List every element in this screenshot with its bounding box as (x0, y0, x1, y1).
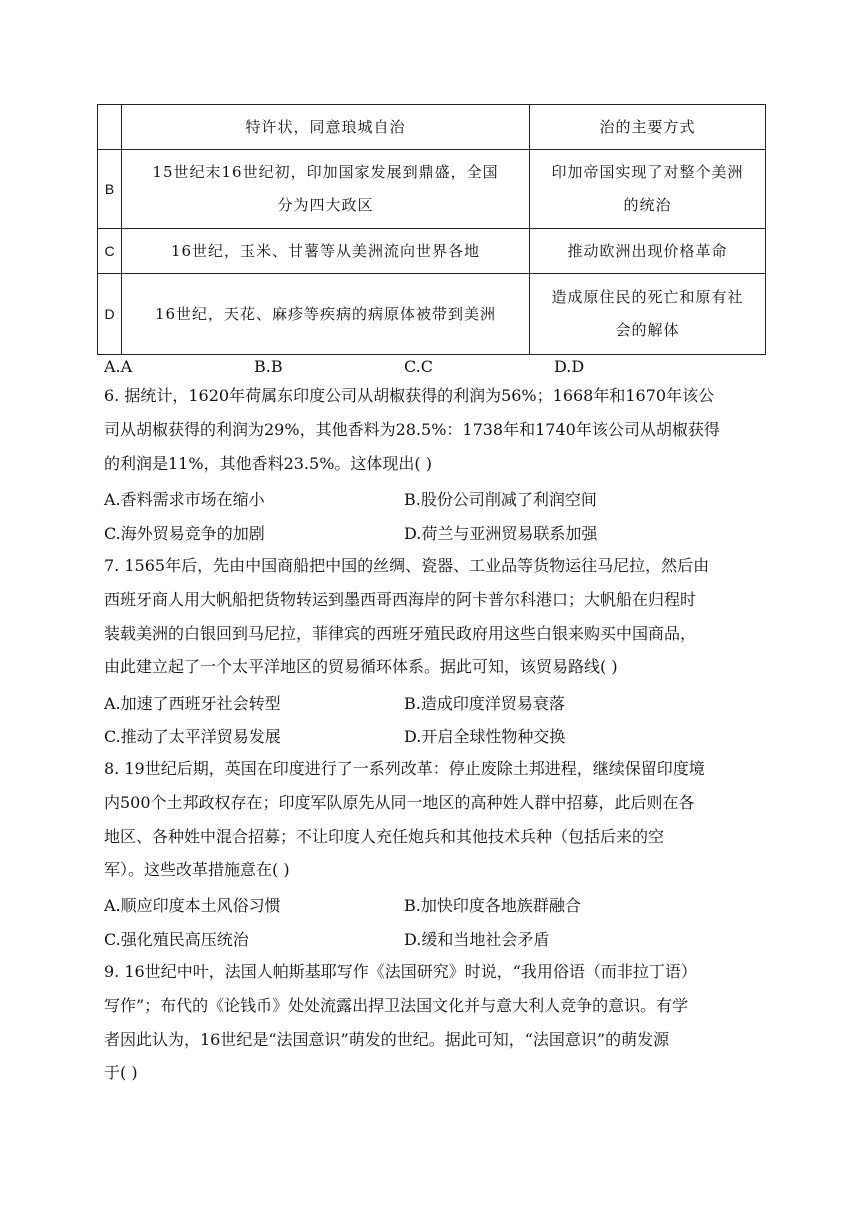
question-8 (104, 752, 764, 887)
row-content-line: 分为四大政区 (277, 196, 374, 214)
row-content: 16世纪，玉米、甘薯等从美洲流向世界各地 (122, 229, 530, 274)
row-content: 特许状，同意琅城自治 (122, 105, 530, 150)
row-note-line: 印加帝国实现了对整个美洲 (551, 163, 744, 181)
q5-option-a[interactable]: A.A (104, 357, 133, 376)
q5-option-b[interactable]: B.B (254, 357, 283, 376)
question-line: 地区、各种姓中混合招募；不让印度人充任炮兵和其他技术兵种（包括后来的空 (104, 826, 665, 846)
q6-option-d[interactable]: D.荷兰与亚洲贸易联系加强 (404, 524, 598, 543)
table-row (98, 274, 766, 355)
question-line: 于( ) (104, 1063, 138, 1083)
q7-option-d[interactable]: D.开启全球性物种交换 (404, 727, 566, 746)
question-line: 写作”；布代的《论钱币》处处流露出捍卫法国文化并与意大利人竞争的意识。有学 (104, 995, 689, 1015)
question-line: 的利润是11%，其他香料23.5%。这体现出( ) (104, 453, 432, 473)
row-note-line: 的统治 (623, 196, 672, 214)
q7-option-a[interactable]: A.加速了西班牙社会转型 (104, 694, 281, 713)
q8-option-b[interactable]: B.加快印度各地族群融合 (404, 896, 581, 915)
question-7 (104, 549, 764, 684)
question-6 (104, 379, 764, 480)
question-9 (104, 955, 764, 1090)
q7-option-c[interactable]: C.推动了太平洋贸易发展 (104, 727, 281, 746)
row-note (530, 150, 766, 229)
options-table (97, 104, 766, 355)
row-letter: C (98, 229, 122, 274)
question-line: 司从胡椒获得的利润为29%，其他香料为28.5%：1738年和1740年该公司从胡椒获得 (104, 419, 720, 439)
q5-option-c[interactable]: C.C (404, 357, 433, 376)
row-letter: B (98, 150, 122, 229)
question-line: 者因此认为，16世纪是“法国意识”萌发的世纪。据此可知，“法国意识”的萌发源 (104, 1029, 670, 1049)
q5-option-d[interactable]: D.D (554, 357, 585, 376)
question-line: 内500个土邦政权存在；印度军队原先从同一地区的高种姓人群中招募，此后则在各 (104, 792, 695, 812)
q6-option-b[interactable]: B.股份公司削减了利润空间 (404, 490, 597, 509)
table-row (98, 150, 766, 229)
row-letter (98, 105, 122, 150)
q8-option-c[interactable]: C.强化殖民高压统治 (104, 930, 249, 949)
row-content: 16世纪，天花、麻疹等疾病的病原体被带到美洲 (122, 274, 530, 355)
table-row (98, 105, 766, 150)
question-line: 装载美洲的白银回到马尼拉，菲律宾的西班牙殖民政府用这些白银来购买中国商品， (104, 623, 697, 643)
question-line: 西班牙商人用大帆船把货物转运到墨西哥西海岸的阿卡普尔科港口；大帆船在归程时 (104, 589, 697, 609)
question-line: 由此建立起了一个太平洋地区的贸易循环体系。据此可知，该贸易路线( ) (104, 657, 618, 677)
q7-option-b[interactable]: B.造成印度洋贸易衰落 (404, 694, 565, 713)
q6-option-a[interactable]: A.香料需求市场在缩小 (104, 490, 265, 509)
question-line: 8. 19世纪后期，英国在印度进行了一系列改革：停止废除土邦进程，继续保留印度境 (104, 759, 705, 778)
question-line: 军）。这些改革措施意在( ) (104, 860, 290, 880)
row-content (122, 150, 530, 229)
row-note: 推动欧洲出现价格革命 (530, 229, 766, 274)
q8-option-a[interactable]: A.顺应印度本土风俗习惯 (104, 896, 281, 915)
row-letter: D (98, 274, 122, 355)
q6-option-c[interactable]: C.海外贸易竞争的加剧 (104, 524, 265, 543)
row-note (530, 274, 766, 355)
row-content-line: 15世纪末16世纪初，印加国家发展到鼎盛，全国 (152, 163, 499, 181)
q8-option-d[interactable]: D.缓和当地社会矛盾 (404, 930, 550, 949)
question-line: 6. 据统计，1620年荷属东印度公司从胡椒获得的利润为56%；1668年和1670年该公 (104, 386, 715, 405)
question-line: 7. 1565年后，先由中国商船把中国的丝绸、瓷器、工业品等货物运往马尼拉，然后由 (104, 556, 710, 575)
row-note: 治的主要方式 (530, 105, 766, 150)
question-line: 9. 16世纪中叶，法国人帕斯基耶写作《法国研究》时说，“我用俗语（而非拉丁语） (104, 962, 697, 981)
row-note-line: 造成原住民的死亡和原有社 (551, 288, 744, 306)
row-note-line: 会的解体 (615, 321, 680, 339)
table-row (98, 229, 766, 274)
